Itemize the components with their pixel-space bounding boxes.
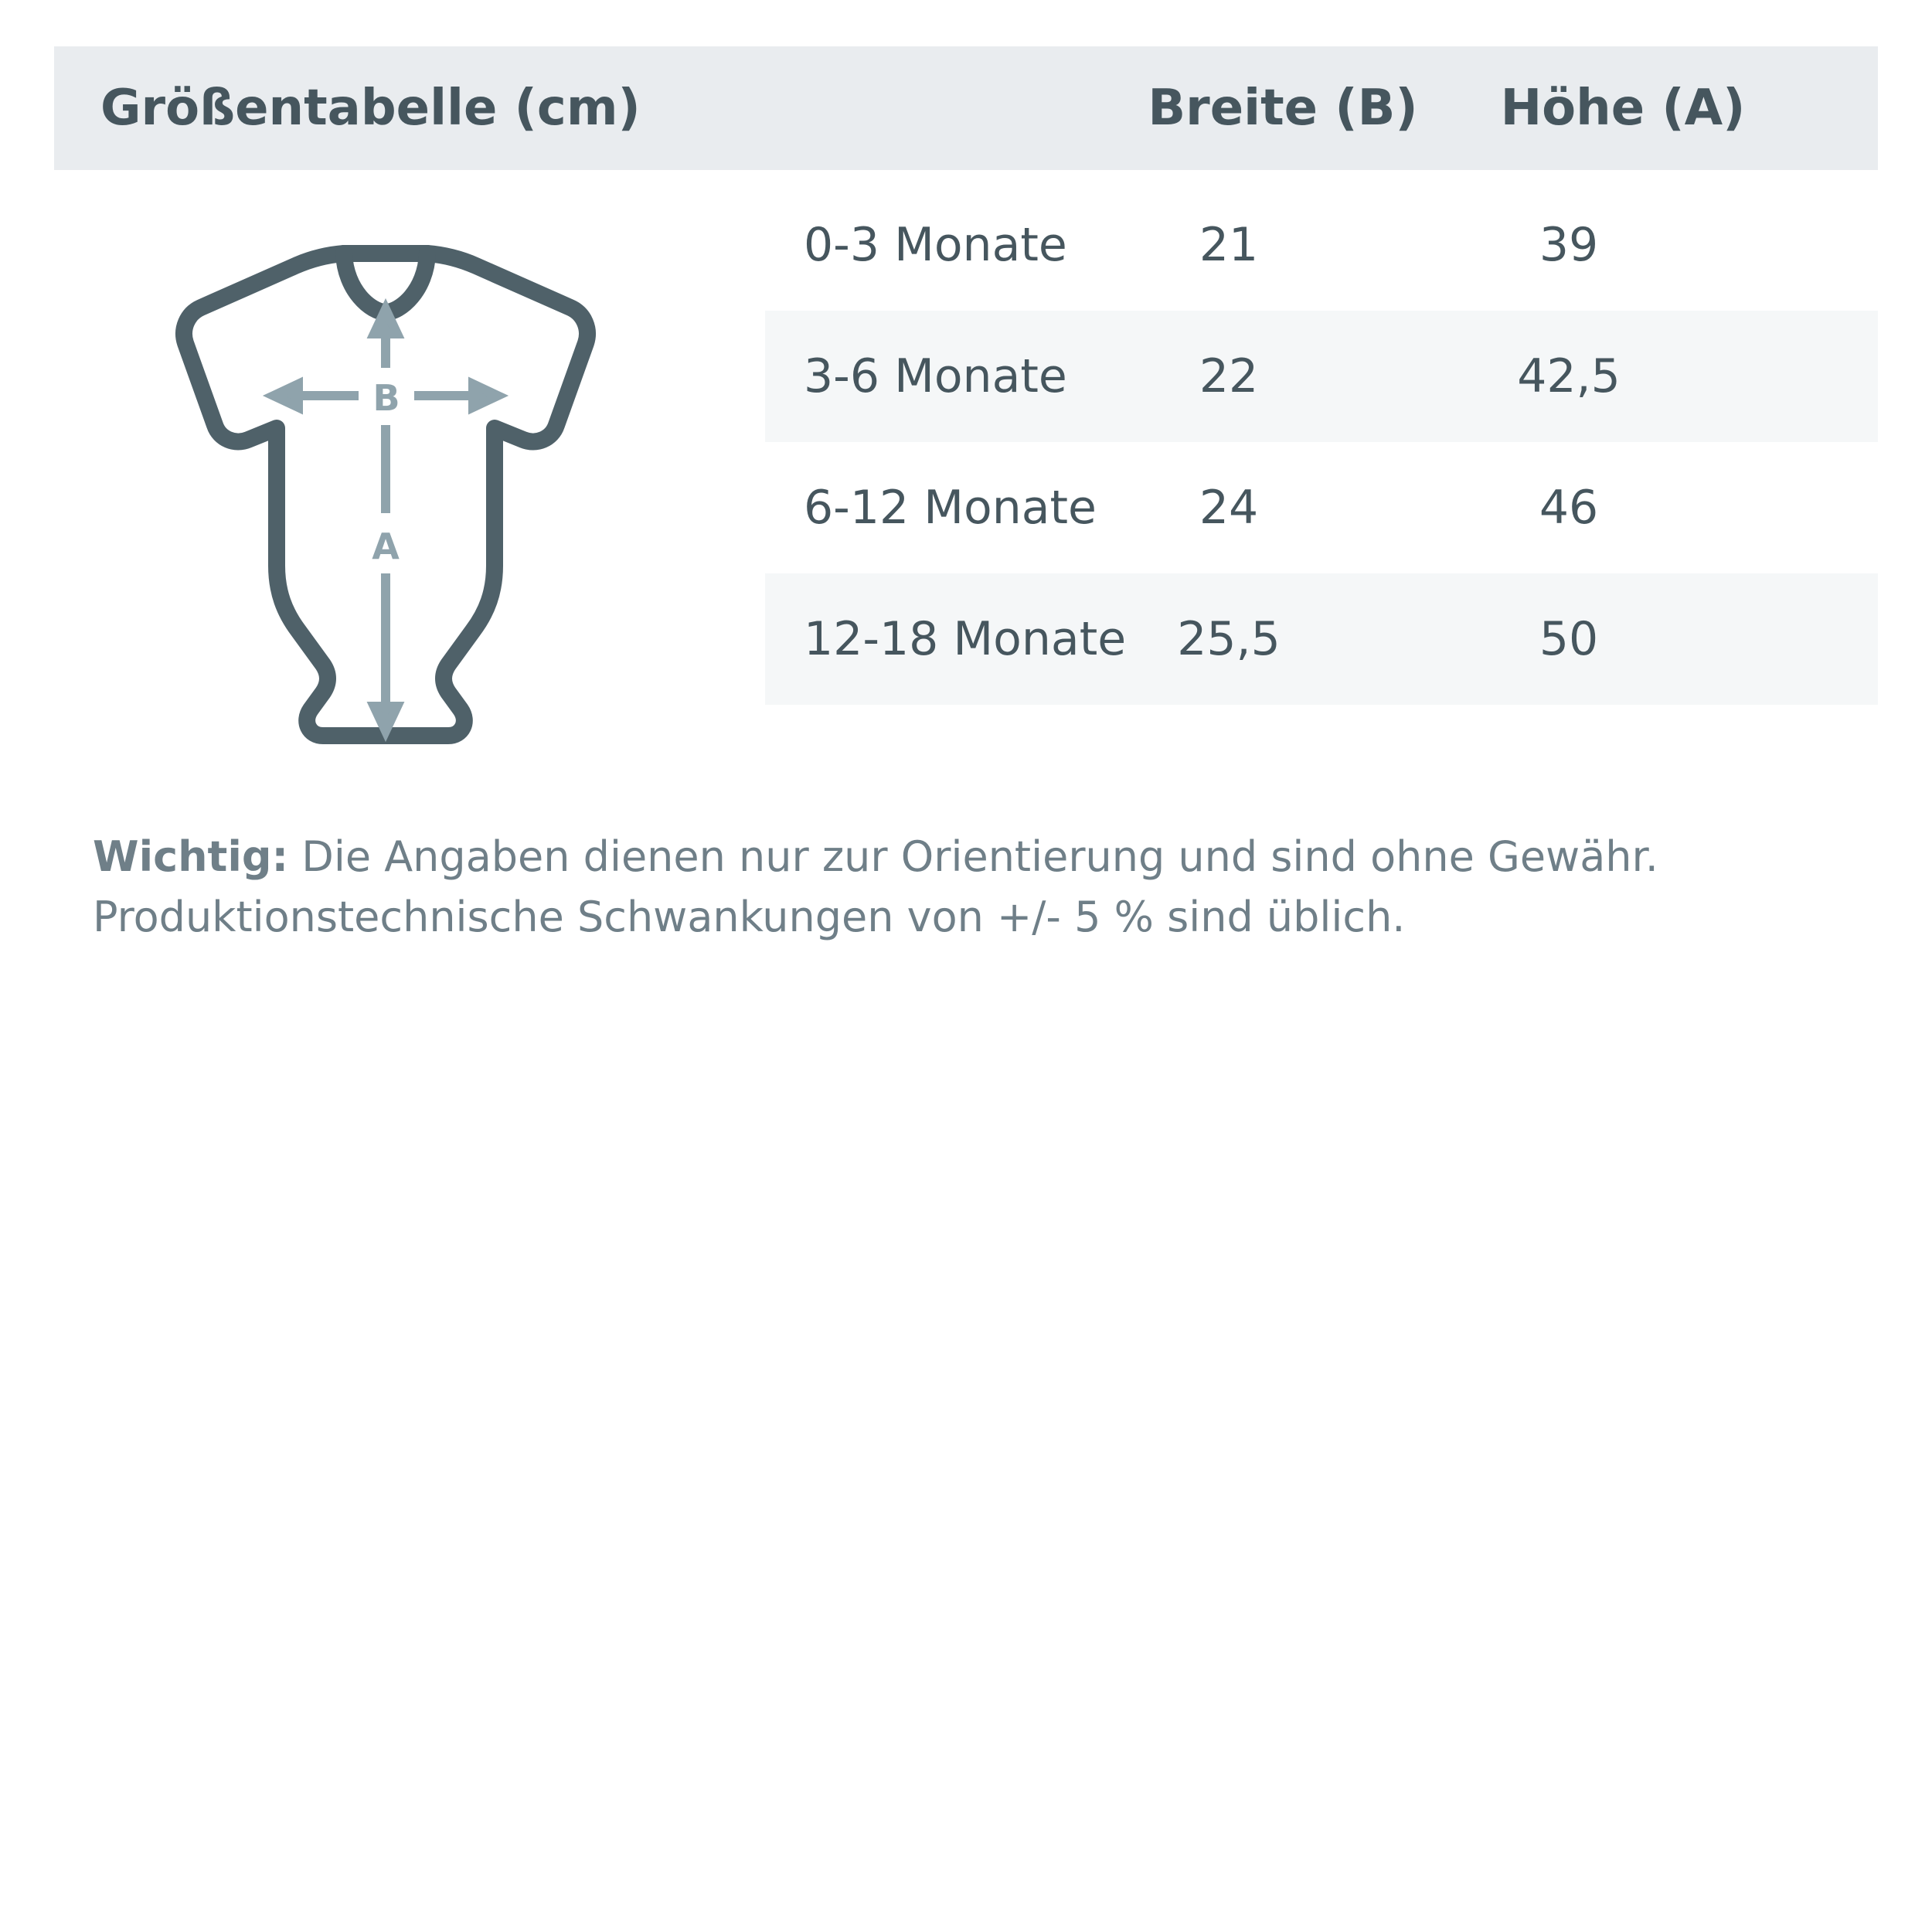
cell-width: 21 bbox=[1199, 218, 1259, 272]
cell-size: 6-12 Monate bbox=[804, 481, 1097, 535]
table-row bbox=[765, 442, 1878, 573]
disclaimer-text: Die Angaben dienen nur zur Orientierung und sind ohne Gewähr. Produktionstechnische Schwankungen von +/- 5 % sind üblich. bbox=[93, 832, 1658, 942]
table-row bbox=[765, 573, 1878, 705]
table-header bbox=[54, 46, 1878, 170]
cell-width: 25,5 bbox=[1177, 612, 1281, 666]
bodysuit-illustration bbox=[116, 216, 696, 757]
column-header-height: Höhe (A) bbox=[1500, 80, 1746, 137]
cell-height: 42,5 bbox=[1517, 349, 1621, 403]
cell-width: 24 bbox=[1199, 481, 1259, 535]
page-title: Größentabelle (cm) bbox=[100, 80, 641, 137]
label-height-a: A bbox=[372, 526, 400, 567]
column-header-width: Breite (B) bbox=[1148, 80, 1418, 137]
cell-width: 22 bbox=[1199, 349, 1259, 403]
cell-size: 0-3 Monate bbox=[804, 218, 1067, 272]
cell-height: 50 bbox=[1539, 612, 1599, 666]
cell-height: 46 bbox=[1539, 481, 1599, 535]
disclaimer-label: Wichtig: bbox=[93, 832, 289, 881]
cell-size: 12-18 Monate bbox=[804, 612, 1127, 666]
table-row bbox=[765, 179, 1878, 311]
disclaimer-note bbox=[93, 827, 1870, 948]
cell-height: 39 bbox=[1539, 218, 1599, 272]
label-width-b: B bbox=[372, 377, 400, 419]
size-table bbox=[765, 179, 1878, 705]
cell-size: 3-6 Monate bbox=[804, 349, 1067, 403]
table-row bbox=[765, 311, 1878, 442]
